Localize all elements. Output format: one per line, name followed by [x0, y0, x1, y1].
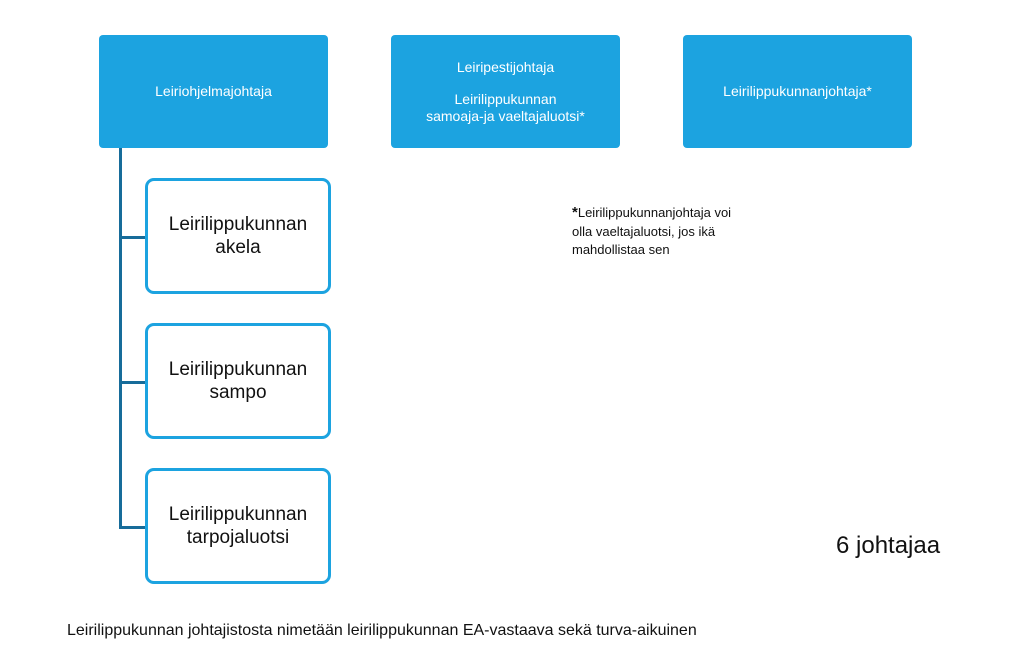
node-akela — [145, 178, 331, 294]
leader-count: 6 johtajaa — [836, 532, 941, 559]
node-sampo — [145, 323, 331, 439]
connector-branch-tarpojaluotsi — [119, 526, 145, 529]
footnote-line: olla vaeltajaluotsi, jos ikä — [572, 224, 716, 240]
node-label-line: Leirilippukunnan — [168, 358, 308, 380]
footer-note: Leirilippukunnan johtajistosta nimetään leirilippukunnan EA-vastaava sekä turva-aikuinen — [67, 622, 697, 639]
node-label-line: Leirilippukunnan — [168, 503, 308, 525]
footnote — [572, 203, 812, 258]
footnote-line — [572, 203, 812, 223]
node-label-line: sampo — [209, 382, 267, 403]
node-leiripestijohtaja — [391, 35, 620, 148]
connector-branch-sampo — [119, 381, 145, 384]
connector-branch-akela — [119, 236, 145, 239]
footnote-line: mahdollistaa sen — [572, 241, 670, 257]
node-label: Leiriohjelmajohtaja — [155, 83, 272, 100]
node-label-line: tarpojaluotsi — [186, 527, 290, 548]
footnote-text: Leirilippukunnanjohtaja voi — [577, 205, 732, 220]
footnote-asterisk: * — [572, 204, 578, 221]
node-leiriohjelmajohtaja — [99, 35, 328, 148]
node-label-line: akela — [215, 237, 261, 258]
node-label-line: Leirilippukunnan — [454, 91, 557, 108]
node-label: Leirilippukunnanjohtaja* — [723, 83, 872, 100]
node-label-line: samoaja-ja vaeltajaluotsi* — [426, 107, 585, 124]
connector-vertical — [119, 148, 122, 528]
node-leirilippukunnanjohtaja — [683, 35, 912, 148]
node-label-title: Leiripestijohtaja — [456, 59, 555, 76]
node-label-line: Leirilippukunnan — [168, 213, 308, 235]
node-tarpojaluotsi — [145, 468, 331, 584]
